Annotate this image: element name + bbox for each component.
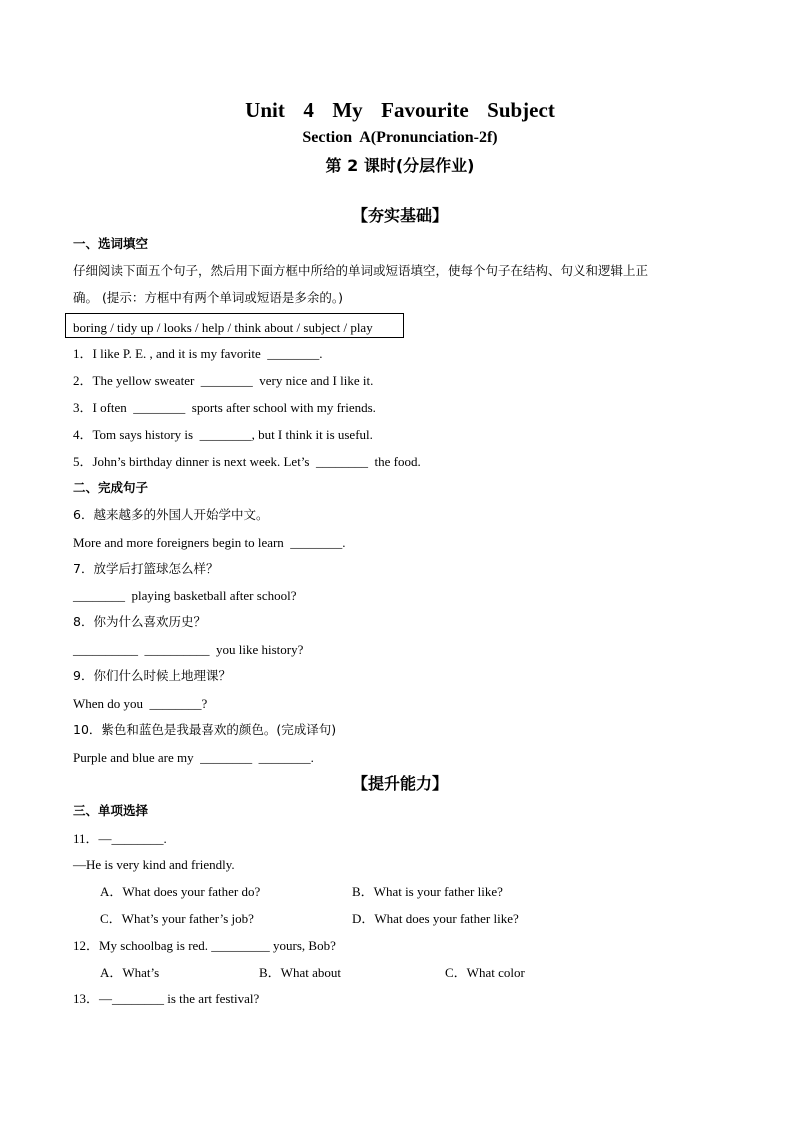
part-heading-word-fill: 一、选词填空	[73, 236, 149, 251]
question-3: 3．I often ________ sports after school with my friends.	[73, 400, 376, 415]
question-6-english: More and more foreigners begin to learn ________.	[73, 535, 346, 550]
question-12-option-c: C．What color	[445, 965, 525, 980]
instructions-line-1: 仔细阅读下面五个句子，然后用下面方框中所给的单词或短语填空，使每个句子在结构、句义和逻辑上正	[73, 263, 649, 278]
part-heading-complete-sentences: 二、完成句子	[73, 480, 149, 495]
question-1: 1．I like P. E. , and it is my favorite ________.	[73, 346, 323, 361]
question-4: 4．Tom says history is ________, but I think it is useful.	[73, 427, 373, 442]
part-heading-multiple-choice: 三、单项选择	[73, 803, 149, 818]
question-12-option-b: B．What about	[259, 965, 341, 980]
instructions-line-2: 确。 (提示：方框中有两个单词或短语是多余的。)	[73, 290, 343, 305]
question-11-option-b: B．What is your father like?	[352, 884, 503, 899]
question-12-stem: 12．My schoolbag is red. _________ yours, Bob?	[73, 938, 336, 953]
question-12-option-a: A．What’s	[100, 965, 160, 980]
question-11-option-d: D．What does your father like?	[352, 911, 519, 926]
question-7-english: ________ playing basketball after school?	[73, 588, 297, 603]
unit-title: Unit 4 My Favourite Subject	[245, 98, 555, 122]
question-2: 2．The yellow sweater ________ very nice and I like it.	[73, 373, 374, 388]
question-5: 5．John’s birthday dinner is next week. Let’s ________ the food.	[73, 454, 421, 469]
section-heading-improve: 【提升能力】	[351, 774, 448, 793]
question-8-chinese: 8．你为什么喜欢历史？	[73, 614, 206, 629]
question-10-chinese: 10．紫色和蓝色是我最喜欢的颜色。(完成译句)	[73, 722, 337, 737]
question-7-chinese: 7．放学后打篮球怎么样？	[73, 561, 219, 576]
section-subtitle: Section A(Pronunciation-2f)	[302, 129, 498, 146]
question-10-english: Purple and blue are my ________ ________.	[73, 750, 314, 765]
question-13-stem: 13．—________ is the art festival?	[73, 991, 260, 1006]
question-8-english: __________ __________ you like history?	[73, 642, 304, 657]
question-11-reply: —He is very kind and friendly.	[73, 857, 235, 872]
section-heading-basics: 【夯实基础】	[351, 206, 448, 225]
lesson-subtitle: 第 2 课时(分层作业)	[325, 156, 475, 175]
question-9-english: When do you ________?	[73, 696, 208, 711]
question-11-option-c: C．What’s your father’s job?	[100, 911, 254, 926]
question-6-chinese: 6．越来越多的外国人开始学中文。	[73, 507, 269, 522]
question-11-stem: 11．—________.	[73, 831, 167, 846]
word-bank-box	[65, 313, 404, 338]
question-9-chinese: 9．你们什么时候上地理课？	[73, 668, 231, 683]
question-11-option-a: A．What does your father do?	[100, 884, 261, 899]
word-bank-text: boring / tidy up / looks / help / think about / subject / play	[73, 320, 373, 335]
